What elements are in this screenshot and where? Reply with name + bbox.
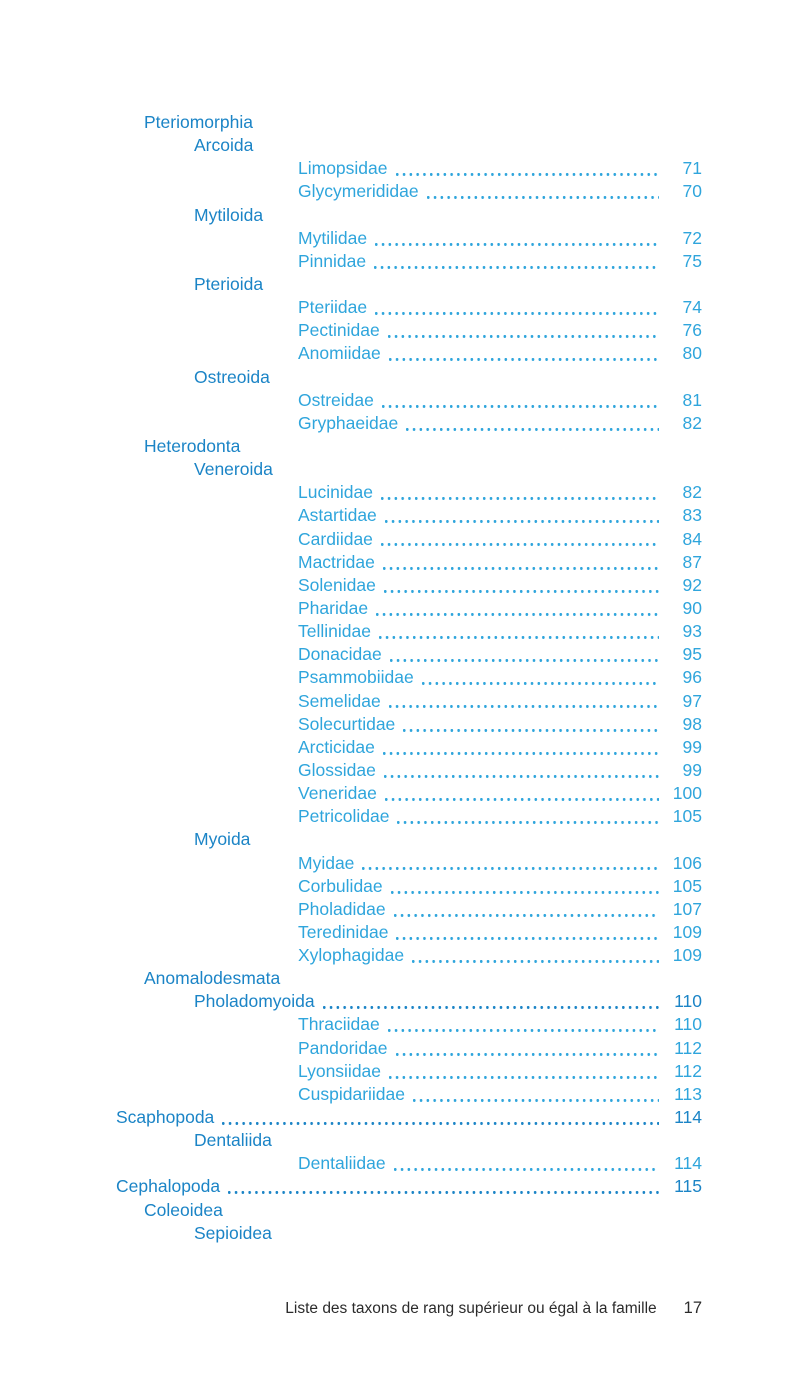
toc-entry-page-number: 74 <box>682 297 702 318</box>
toc-entry-page-number: 76 <box>682 320 702 341</box>
toc-entry <box>0 574 800 597</box>
toc-entry <box>0 342 800 365</box>
toc-entry-label: Petricolidae <box>298 806 390 827</box>
toc-entry <box>0 643 800 666</box>
running-footer-title: Liste des taxons de rang supérieur ou égal à la famille <box>285 1300 657 1317</box>
toc-entry-label: Pandoridae <box>298 1037 388 1058</box>
toc-entry-label: Pteriidae <box>298 297 368 318</box>
toc-entry-label: Corbulidae <box>298 875 383 896</box>
toc-entry-label: Pteriomorphia <box>144 112 253 132</box>
toc-entry-label: Limopsidae <box>298 158 388 179</box>
toc-entry-label: Gryphaeidae <box>298 412 399 433</box>
toc-entry-page-number: 110 <box>674 991 702 1012</box>
dot-leader <box>394 1152 659 1175</box>
toc-entry-page-number: 87 <box>682 551 702 572</box>
toc-entry-page-number: 113 <box>674 1083 702 1104</box>
toc-entry-label: Xylophagidae <box>298 945 405 966</box>
dot-leader <box>396 157 660 180</box>
toc-entry <box>0 875 800 898</box>
dot-leader <box>381 481 659 504</box>
toc-entry <box>0 620 800 643</box>
toc-entry-label: Sepioidea <box>194 1222 272 1243</box>
toc-entry-page-number: 80 <box>682 343 702 364</box>
toc-entry <box>0 1037 800 1060</box>
toc-entry-page-number: 84 <box>682 528 702 549</box>
dot-leader <box>383 551 659 574</box>
toc-entry-label: Cuspidariidae <box>298 1083 406 1104</box>
dot-leader <box>403 713 659 736</box>
toc-entry <box>0 204 800 227</box>
toc-entry-label: Scaphopoda <box>116 1107 215 1128</box>
toc-entry <box>0 1152 800 1175</box>
toc-entry-label: Dentaliida <box>194 1130 272 1151</box>
toc-entry-page-number: 115 <box>674 1176 702 1197</box>
toc-entry-label: Anomalodesmata <box>144 968 281 989</box>
toc-entry <box>0 227 800 250</box>
toc-entry <box>0 690 800 713</box>
dot-leader <box>412 944 659 967</box>
dot-leader <box>390 643 659 666</box>
toc-entry-page-number: 95 <box>682 644 702 665</box>
toc-entry <box>0 1175 800 1198</box>
toc-entry <box>0 944 800 967</box>
toc-entry <box>0 852 800 875</box>
dot-leader <box>389 1060 659 1083</box>
toc-entry-page-number: 114 <box>674 1153 702 1174</box>
dot-leader <box>396 1037 659 1060</box>
toc-entry-label: Glycymerididae <box>298 181 419 202</box>
toc-entry <box>0 250 800 273</box>
toc-entry-label: Thraciidae <box>298 1014 380 1035</box>
toc-entry <box>0 134 800 157</box>
toc-entry-page-number: 83 <box>682 505 702 526</box>
toc-entry-label: Myoida <box>194 829 251 850</box>
toc-entry <box>0 296 800 319</box>
toc-entry-page-number: 109 <box>672 945 702 966</box>
toc-entry-label: Pholadidae <box>298 898 386 919</box>
dot-leader <box>376 597 659 620</box>
toc-entry-label: Pholadomyoida <box>194 991 315 1012</box>
toc-entry <box>0 319 800 342</box>
toc-entry <box>0 1060 800 1083</box>
toc-entry <box>0 805 800 828</box>
dot-leader <box>391 875 659 898</box>
toc-entry-label: Solecurtidae <box>298 713 396 734</box>
toc-entry-page-number: 81 <box>682 389 702 410</box>
toc-entry-page-number: 110 <box>674 1014 702 1035</box>
toc-entry-page-number: 93 <box>682 621 702 642</box>
toc-entry <box>0 921 800 944</box>
toc-entry-page-number: 114 <box>674 1107 702 1128</box>
dot-leader <box>389 690 659 713</box>
dot-leader <box>375 227 659 250</box>
dot-leader <box>406 412 659 435</box>
toc-entry-page-number: 96 <box>682 667 702 688</box>
toc-entry <box>0 389 800 412</box>
toc-entry-page-number: 105 <box>672 875 702 896</box>
toc-entry <box>0 759 800 782</box>
toc-entry <box>0 111 800 134</box>
toc-entry-page-number: 82 <box>682 412 702 433</box>
dot-leader <box>385 504 659 527</box>
toc-entry-label: Pharidae <box>298 597 369 618</box>
toc-entry <box>0 1013 800 1036</box>
toc-entry-label: Pterioida <box>194 273 264 294</box>
page-footer <box>285 1298 702 1319</box>
toc-entry-label: Mactridae <box>298 551 375 572</box>
toc-entry-page-number: 109 <box>672 921 702 942</box>
toc-entry <box>0 481 800 504</box>
toc-entry <box>0 898 800 921</box>
dot-leader <box>385 782 659 805</box>
dot-leader <box>381 528 659 551</box>
dot-leader <box>388 1013 659 1036</box>
toc-entry <box>0 273 800 296</box>
toc-entry <box>0 990 800 1013</box>
dot-leader <box>362 852 659 875</box>
toc-entry-page-number: 82 <box>682 482 702 503</box>
toc-entry-page-number: 112 <box>674 1060 702 1081</box>
toc-entry-label: Donacidae <box>298 644 382 665</box>
toc-entry-label: Heterodonta <box>144 435 241 456</box>
toc-entry <box>0 504 800 527</box>
toc-entry <box>0 828 800 851</box>
table-of-contents <box>0 111 800 1245</box>
toc-entry-page-number: 106 <box>672 852 702 873</box>
toc-entry-page-number: 75 <box>682 250 702 271</box>
toc-entry <box>0 1106 800 1129</box>
toc-entry-label: Ostreoida <box>194 366 270 387</box>
dot-leader <box>397 805 659 828</box>
toc-entry <box>0 180 800 203</box>
toc-entry-page-number: 70 <box>682 181 702 202</box>
toc-entry <box>0 1083 800 1106</box>
toc-entry <box>0 458 800 481</box>
toc-entry <box>0 782 800 805</box>
toc-entry-label: Dentaliidae <box>298 1153 386 1174</box>
toc-entry <box>0 736 800 759</box>
toc-entry-label: Glossidae <box>298 759 376 780</box>
dot-leader <box>427 180 659 203</box>
dot-leader <box>422 666 659 689</box>
toc-entry-label: Teredinidae <box>298 921 389 942</box>
toc-entry-label: Coleoidea <box>144 1199 223 1220</box>
toc-entry-page-number: 98 <box>682 713 702 734</box>
toc-entry-page-number: 112 <box>674 1037 702 1058</box>
toc-entry-label: Cardiidae <box>298 528 373 549</box>
toc-entry <box>0 597 800 620</box>
toc-entry <box>0 1129 800 1152</box>
toc-entry-page-number: 71 <box>682 158 702 179</box>
dot-leader <box>374 250 659 273</box>
toc-entry-label: Anomiidae <box>298 343 381 364</box>
dot-leader <box>388 319 659 342</box>
toc-entry-label: Cephalopoda <box>116 1176 221 1197</box>
toc-entry-label: Pectinidae <box>298 320 380 341</box>
toc-entry-label: Mytilidae <box>298 227 368 248</box>
dot-leader <box>228 1175 659 1198</box>
dot-leader <box>396 921 659 944</box>
toc-entry <box>0 1199 800 1222</box>
dot-leader <box>394 898 659 921</box>
toc-entry-label: Tellinidae <box>298 621 371 642</box>
toc-entry-label: Veneridae <box>298 783 377 804</box>
toc-entry-page-number: 99 <box>682 759 702 780</box>
toc-entry-label: Pinnidae <box>298 250 367 271</box>
toc-entry-page-number: 97 <box>682 690 702 711</box>
toc-entry-page-number: 100 <box>672 783 702 804</box>
dot-leader <box>389 342 659 365</box>
toc-entry-page-number: 72 <box>682 227 702 248</box>
toc-entry <box>0 713 800 736</box>
dot-leader <box>384 574 659 597</box>
toc-entry <box>0 551 800 574</box>
toc-entry <box>0 157 800 180</box>
dot-leader <box>222 1106 659 1129</box>
toc-entry <box>0 528 800 551</box>
toc-entry-page-number: 90 <box>682 597 702 618</box>
toc-entry-label: Astartidae <box>298 505 377 526</box>
toc-entry-label: Ostreidae <box>298 389 374 410</box>
toc-entry <box>0 666 800 689</box>
toc-entry-page-number: 105 <box>672 806 702 827</box>
toc-entry-page-number: 92 <box>682 574 702 595</box>
dot-leader <box>384 759 659 782</box>
dot-leader <box>323 990 659 1013</box>
toc-entry-label: Psammobiidae <box>298 667 414 688</box>
dot-leader <box>383 736 659 759</box>
toc-entry <box>0 967 800 990</box>
toc-entry-label: Arcoida <box>194 135 254 156</box>
toc-entry-page-number: 107 <box>672 898 702 919</box>
dot-leader <box>382 389 659 412</box>
dot-leader <box>379 620 659 643</box>
toc-entry-label: Solenidae <box>298 574 376 595</box>
toc-entry-label: Myidae <box>298 852 355 873</box>
toc-entry-label: Lyonsiidae <box>298 1060 382 1081</box>
toc-entry <box>0 1222 800 1245</box>
toc-entry-label: Semelidae <box>298 690 381 711</box>
toc-entry-label: Mytiloida <box>194 204 264 225</box>
toc-entry-label: Veneroida <box>194 459 273 480</box>
toc-entry-label: Lucinidae <box>298 482 373 503</box>
toc-entry <box>0 412 800 435</box>
page-number: 17 <box>683 1299 702 1317</box>
dot-leader <box>413 1083 659 1106</box>
toc-entry-label: Arcticidae <box>298 736 375 757</box>
dot-leader <box>375 296 659 319</box>
toc-entry <box>0 366 800 389</box>
toc-entry <box>0 435 800 458</box>
toc-entry-page-number: 99 <box>682 736 702 757</box>
